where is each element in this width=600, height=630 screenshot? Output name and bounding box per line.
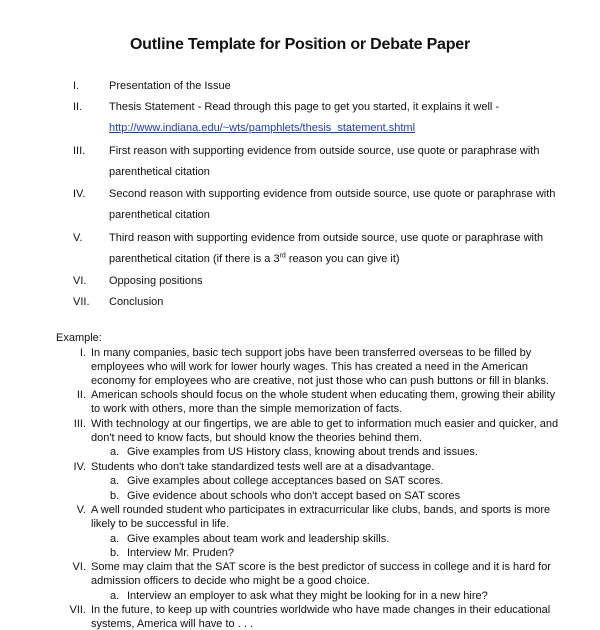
sub-text: Interview Mr. Pruden?: [127, 547, 234, 559]
outline-text: Opposing positions: [109, 275, 203, 287]
outline-text: [109, 253, 400, 265]
example-number: V.: [76, 504, 86, 516]
thesis-link[interactable]: http://www.indiana.edu/~wts/pamphlets/thesis_statement.shtml: [109, 122, 416, 134]
example-text: systems, America will have to . . .: [91, 618, 253, 630]
sub-letter: b.: [110, 547, 120, 559]
example-number: III.: [73, 418, 86, 430]
outline-number: VI.: [73, 275, 87, 287]
example-number: VII.: [69, 604, 86, 616]
sub-text: Interview an employer to ask what they might be looking for in a new hire?: [127, 590, 488, 602]
example-number: VI.: [72, 561, 86, 573]
sub-text: Give examples about college acceptances based on SAT scores.: [127, 475, 444, 487]
example-number: IV.: [73, 461, 86, 473]
outline-number: I.: [73, 80, 80, 92]
outline-number: II.: [73, 101, 83, 113]
outline-text: First reason with supporting evidence from outside source, use quote or paraphrase with: [109, 145, 540, 157]
example-text: economy for employees who are creative, not just those who can push buttons or fill in blanks.: [91, 375, 549, 387]
sub-text: Give examples about team work and leadership skills.: [127, 533, 390, 545]
outline-text: Second reason with supporting evidence from outside source, use quote or paraphrase with: [109, 188, 556, 200]
example-text: admission officers to decide who might be a good choice.: [91, 575, 370, 587]
sub-letter: a.: [110, 475, 120, 487]
outline-text: parenthetical citation: [109, 209, 210, 221]
example-text: don't need to know facts, but should know the theories behind them.: [91, 432, 423, 444]
superscript: rd: [279, 252, 286, 260]
example-number: I.: [79, 347, 86, 359]
example-text: Some may claim that the SAT score is the best predictor of success in college and it is hard for: [91, 561, 551, 573]
example-text: employees who will work for lower hourly wages. This has created a need in the American: [91, 361, 528, 373]
example-text: American schools should focus on the whole student when educating them, growing their ability: [91, 389, 556, 401]
sub-letter: a.: [110, 590, 120, 602]
outline-number: VII.: [73, 296, 90, 308]
outline-text-part: reason you can give it): [285, 253, 400, 265]
outline-text: Thesis Statement - Read through this page to get you started, it explains it well -: [109, 101, 500, 113]
sub-text: Give examples from US History class, knowing about trends and issues.: [127, 446, 478, 458]
sub-letter: b.: [110, 490, 120, 502]
example-text: In many companies, basic tech support jobs have been transferred overseas to be filled by: [91, 347, 532, 359]
example-text: With technology at our fingertips, we are able to get to information much easier and quicker, and: [91, 418, 559, 430]
outline-text: Third reason with supporting evidence from outside source, use quote or paraphrase with: [109, 232, 544, 244]
sub-text: Give evidence about schools who don't accept based on SAT scores: [127, 490, 461, 502]
example-label: Example:: [56, 332, 102, 344]
example-text: A well rounded student who participates in extracurricular like clubs, bands, and sports is more: [91, 504, 551, 516]
example-text: to work with others, more than the simple memorization of facts.: [91, 403, 403, 415]
example-number: II.: [76, 389, 86, 401]
sub-letter: a.: [110, 446, 120, 458]
outline-text: parenthetical citation: [109, 166, 210, 178]
example-text: Students who don't take standardized tests well are at a disadvantage.: [91, 461, 435, 473]
example-text: likely to be successful in life.: [91, 518, 230, 530]
outline-number: V.: [73, 232, 83, 244]
outline-text-part: parenthetical citation (if there is a 3: [109, 253, 280, 265]
outline-text: Presentation of the Issue: [109, 80, 231, 92]
outline-number: III.: [73, 145, 86, 157]
example-text: In the future, to keep up with countries worldwide who have made changes in their educational: [91, 604, 551, 616]
sub-letter: a.: [110, 533, 120, 545]
outline-number: IV.: [73, 188, 86, 200]
outline-text: Conclusion: [109, 296, 164, 308]
page-title: Outline Template for Position or Debate Paper: [129, 36, 471, 53]
